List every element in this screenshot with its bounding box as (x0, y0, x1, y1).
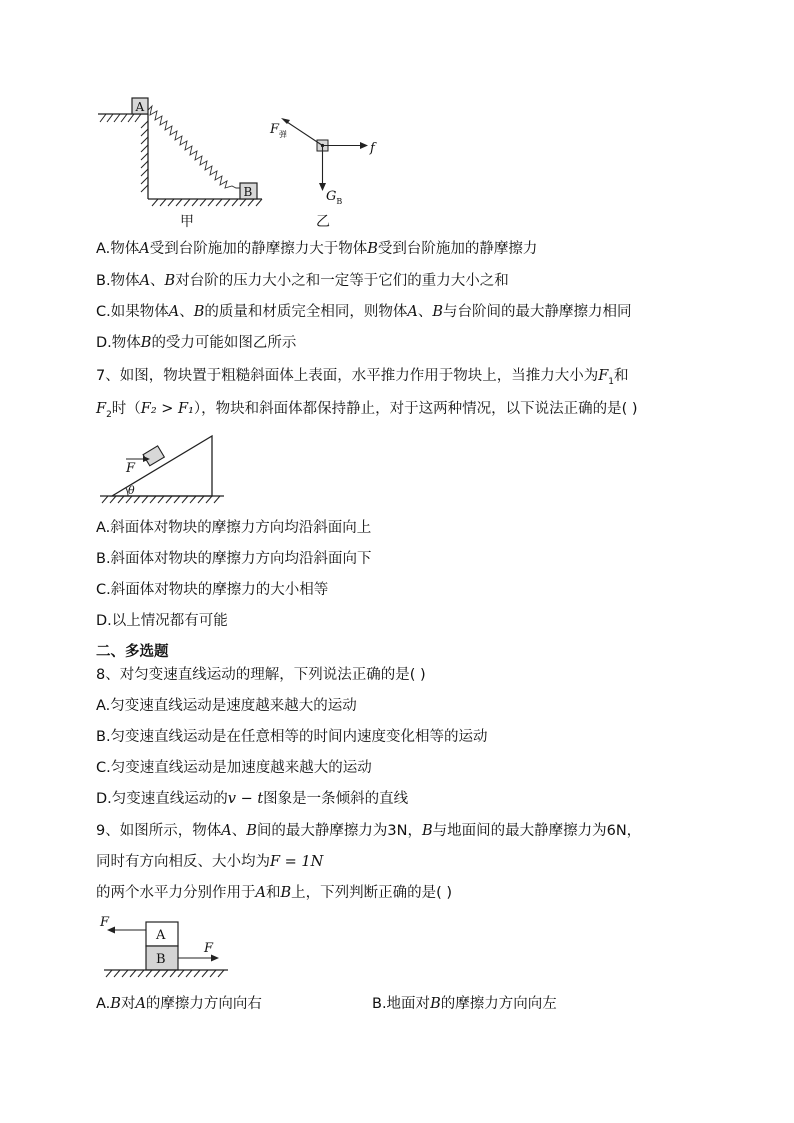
incline-angle-label: θ (128, 484, 135, 497)
block-a-label: A (135, 100, 145, 114)
figure-incline (100, 436, 224, 503)
stack-block-a-label: A (156, 928, 166, 943)
force-label-gravity: $G_B$ (326, 189, 343, 206)
q6-option-d: D.物体B的受力可能如图乙所示 (96, 335, 297, 351)
q6-option-a: A.物体A受到台阶施加的静摩擦力大于物体B受到台阶施加的静摩擦力 (96, 241, 538, 257)
q7-option-a: A.斜面体对物块的摩擦力方向均沿斜面向上 (96, 520, 372, 536)
block-b-label: B (243, 185, 253, 199)
q8-option-c: C.匀变速直线运动是加速度越来越大的运动 (96, 760, 372, 776)
q7-stem-line2: $F_2$时（F₂ > F₁），物块和斜面体都保持静止，对于这两种情况，以下说法正确的是( ) (96, 401, 638, 420)
incline-force-label: F (126, 461, 136, 476)
q9-stem-line3: 的两个水平力分别作用于A和B上，下列判断正确的是( ) (96, 885, 453, 901)
q9-option-a: A.B对A的摩擦力方向向右 (96, 996, 262, 1012)
stack-force-right-label: F (204, 941, 214, 956)
q8-option-d: D.匀变速直线运动的v − t图象是一条倾斜的直线 (96, 791, 409, 807)
q7-option-b: B.斜面体对物块的摩擦力方向均沿斜面向下 (96, 551, 372, 567)
q6-option-c: C.如果物体A、B的质量和材质完全相同，则物体A、B与台阶间的最大静摩擦力相同 (96, 304, 632, 320)
q9-stem-line2: 同时有方向相反、大小均为F = 1N (96, 854, 324, 870)
figure-caption-yi: 乙 (316, 214, 330, 230)
figure-caption-jia: 甲 (180, 214, 194, 230)
q7-option-d: D.以上情况都有可能 (96, 613, 228, 629)
spring (148, 106, 240, 188)
q7-stem-line1: 7、如图，物块置于粗糙斜面体上表面，水平推力作用于物块上，当推力大小为$F_1$和 (96, 368, 629, 387)
force-label-friction: f (370, 141, 375, 156)
q8-option-b: B.匀变速直线运动是在任意相等的时间内速度变化相等的运动 (96, 729, 488, 745)
q8-option-a: A.匀变速直线运动是速度越来越大的运动 (96, 698, 357, 714)
q9-option-b: B.地面对B的摩擦力方向向左 (372, 996, 557, 1012)
force-diagram (281, 118, 368, 191)
q9-stem-line1: 9、如图所示，物体A、B间的最大静摩擦力为3N，B与地面间的最大静摩擦力为6N， (96, 823, 642, 839)
q8-stem: 8、对匀变速直线运动的理解，下列说法正确的是( ) (96, 667, 426, 683)
stack-block-b-label: B (156, 952, 166, 967)
stack-force-left-label: F (100, 915, 110, 930)
q7-option-c: C.斜面体对物块的摩擦力的大小相等 (96, 582, 329, 598)
section-heading-multiple-choice: 二、多选题 (96, 644, 169, 660)
force-label-f-tension: $F_弹$ (270, 122, 288, 139)
q6-option-b: B.物体A、B对台阶的压力大小之和一定等于它们的重力大小之和 (96, 273, 509, 289)
